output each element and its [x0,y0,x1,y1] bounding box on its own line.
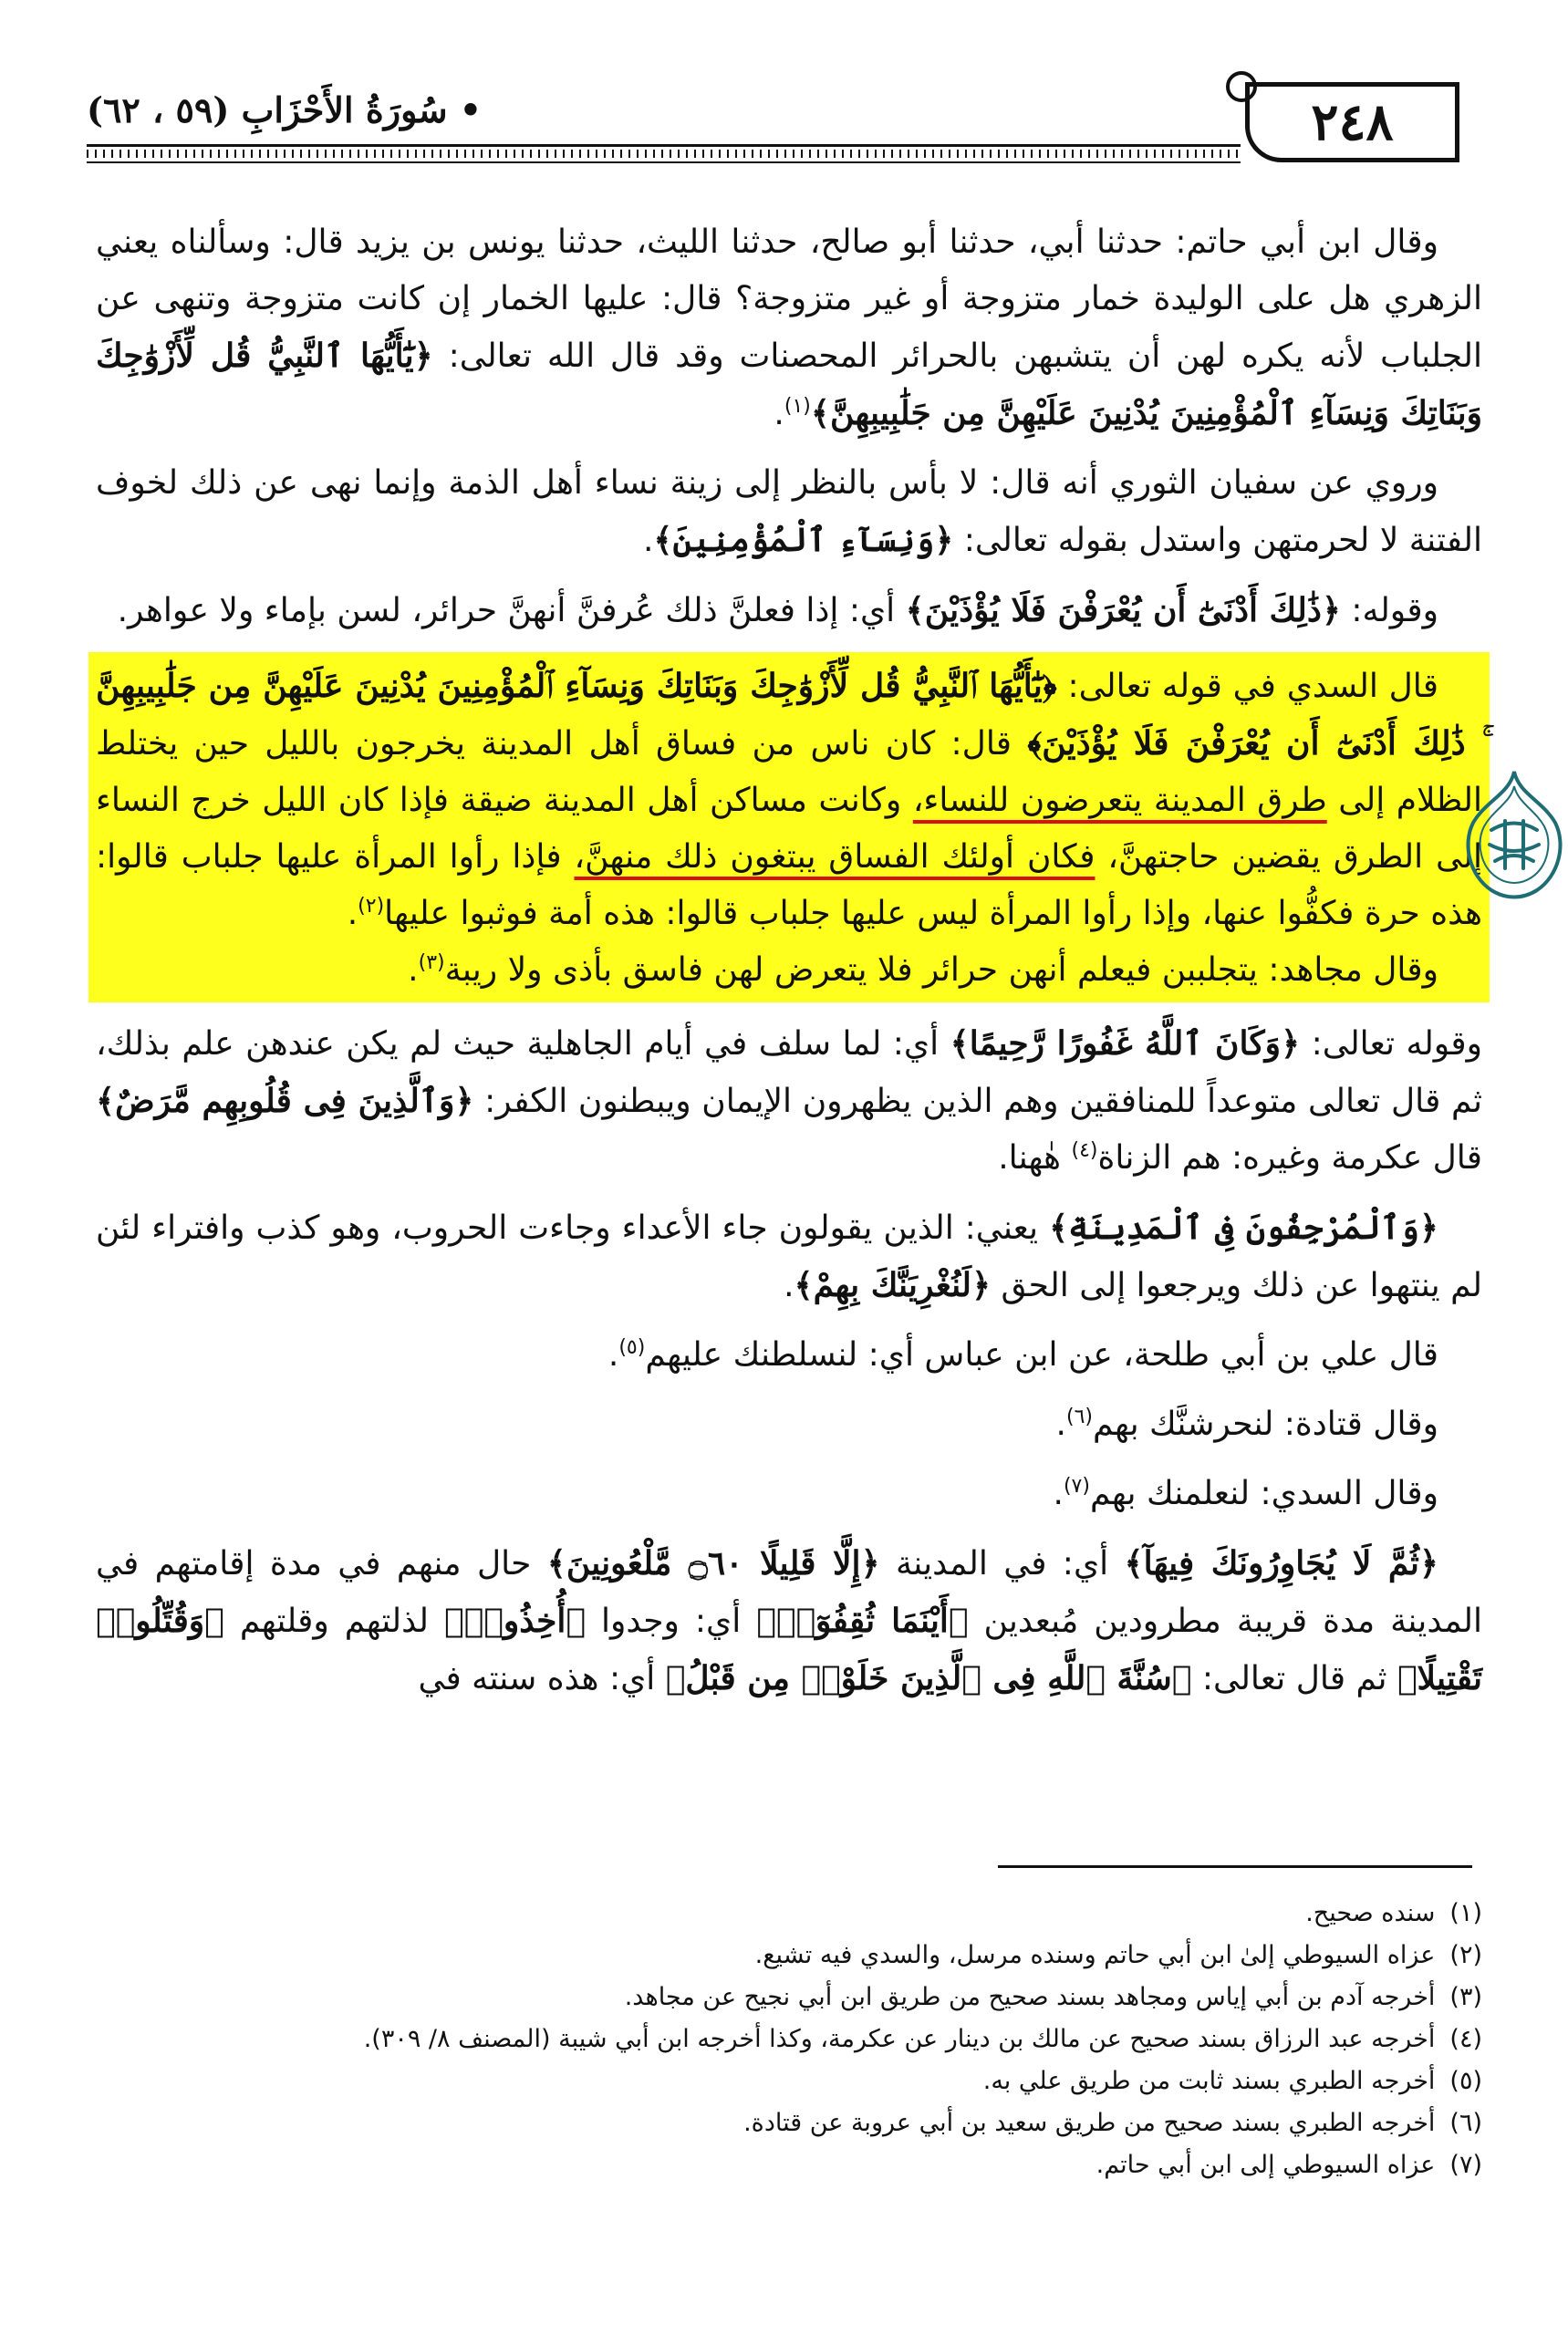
page-header [87,64,1459,173]
quran-verse: ﴿يَٰٓأَيُّهَا ٱلنَّبِيُّ قُل لِّأَزْوَٰجِكَ وَبَنَاتِكَ وَنِسَآءِ ٱلْمُؤْمِنِينَ يُدْنِينَ عَلَيْهِنَّ مِن جَلَٰبِيبِهِنَّ﴾ [96,337,1482,432]
footnote-number: (١) [1449,1899,1482,1927]
footnotes [96,1893,1482,2186]
quran-verse: ﴿أُخِذُوا۟﴾ [444,1602,586,1640]
paragraph: قال السدي في قوله تعالى: ﴿يَٰٓأَيُّهَا ٱلنَّبِيُّ قُل لِّأَزْوَٰجِكَ وَبَنَاتِكَ وَنِسَآءِ ٱلْمُؤْمِنِينَ يُدْنِينَ عَلَيْهِنَّ مِن جَلَٰبِيبِهِنَّ ۚ ذَٰلِكَ أَدْنَىٰٓ أَن يُعْرَفْنَ فَلَا يُؤْذَيْنَ﴾ قال: كان ناس من فساق أهل المدينة يخرجون بالليل حين يختلط الظلام إلى طرق المدينة يتعرضون للنساء، وكانت مساكن أهل المدينة ضيقة فإذا كان الليل خرج النساء إلى الطرق يقضين حاجتهنَّ، فكان أولئك الفساق يبتغون ذلك منهنَّ، فإذا رأوا المرأة عليها جلباب قالوا: هذه حرة فكفُّوا عنها، وإذا رأوا المرأة ليس عليها جلباب قالوا: هذه أمة فوثبوا عليها$^{(٢)}$. [96,667,1482,932]
red-underline: فكان أولئك الفساق يبتغون ذلك منهنَّ، [574,838,1096,876]
footnote-item [96,2102,1482,2144]
paragraph: ﴿وَٱلْمُرْجِفُونَ فِى ٱلْمَدِينَةِ﴾ يعني: الذين يقولون جاء الأعداء وجاءت الحروب، وهو كذب وافتراء لئن لم ينتهوا عن ذلك ويرجعوا إلى الحق ﴿لَنُغْرِيَنَّكَ بِهِمْ﴾. [96,1209,1482,1304]
footnote-text: سنده صحيح. [1305,1899,1436,1927]
footnote-ref: (٢) [358,895,385,918]
paragraph: وقال مجاهد: يتجلببن فيعلم أنهن حرائر فلا يتعرض لهن فاسق بأذى ولا ريبة$^{(٣)}$. [408,951,1438,989]
quran-verse: ﴿وَٱلَّذِينَ فِى قُلُوبِهِم مَّرَضٌ﴾ [96,1082,474,1120]
footnote-text: أخرجه عبد الرزاق بسند صحيح عن مالك بن دينار عن عكرمة، وكذا أخرجه ابن أبي شيبة (المصنف ٨/ ٣٠٩). [363,2025,1436,2053]
footnote-text: عزاه السيوطي إلىٰ ابن أبي حاتم وسنده مرسل، والسدي فيه تشيع. [754,1941,1436,1969]
running-head: • سُورَةُ الأَحْزَابِ (٥٩ ، ٦٢) [87,89,483,130]
paragraph: وقال ابن أبي حاتم: حدثنا أبي، حدثنا أبو صالح، حدثنا الليث، حدثنا يونس بن يزيد قال: وسألناه يعني الزهري هل على الوليدة خمار متزوجة أو غير متزوجة؟ قال: عليها الخمار إن كانت متزوجة وتنهى عن الجلباب لأنه يكره لهن أن يتشبهن بالحرائر المحصنات وقد قال الله تعالى: ﴿يَٰٓأَيُّهَا ٱلنَّبِيُّ قُل لِّأَزْوَٰجِكَ وَبَنَاتِكَ وَنِسَآءِ ٱلْمُؤْمِنِينَ يُدْنِينَ عَلَيْهِنَّ مِن جَلَٰبِيبِهِنَّ﴾$^{(١)}$. [96,223,1482,432]
footnote-ref: (٧) [1063,1475,1090,1498]
footnote-number: (٤) [1449,2025,1482,2053]
quran-verse: ﴿وَٱلْمُرْجِفُونَ فِى ٱلْمَدِينَةِ﴾ [1049,1209,1438,1247]
paragraph: وروي عن سفيان الثوري أنه قال: لا بأس بالنظر إلى زينة نساء أهل الذمة وإنما نهى عن ذلك لخوف الفتنة لا لحرمتهن واستدل بقوله تعالى: ﴿وَنِسَآءِ ٱلْمُؤْمِنِينَ﴾. [96,464,1482,559]
footnote-item [96,2060,1482,2102]
quran-verse: ﴿سُنَّةَ ٱللَّهِ فِى ٱلَّذِينَ خَلَوْا۟ مِن قَبْلُ﴾ [665,1659,1192,1697]
footnote-separator [998,1865,1472,1868]
paragraph: وقال السدي: لنعلمنك بهم$^{(٧)}$. [1053,1475,1438,1512]
footnote-item [96,2144,1482,2186]
footnote-number: (٢) [1449,1941,1482,1969]
footnote-ref: (١) [784,395,811,418]
footnote-ref: (٣) [418,951,445,974]
quran-verse: ﴿لَنُغْرِيَنَّكَ بِهِمْ﴾ [794,1266,992,1304]
footnote-ref: (٦) [1066,1406,1094,1428]
main-text [96,214,1482,1720]
footnote-number: (٥) [1449,2067,1482,2095]
footnote-text: أخرجه الطبري بسند صحيح من طريق سعيد بن أبي عروبة عن قتادة. [743,2109,1436,2137]
footnote-text: أخرجه آدم بن أبي إياس ومجاهد بسند صحيح من طريق ابن أبي نجيح عن مجاهد. [624,1983,1436,2011]
footnote-ref: (٤) [1071,1139,1098,1162]
highlighted-passage [88,652,1490,1002]
header-rule [87,144,1241,163]
paragraph: ﴿ثُمَّ لَا يُجَاوِرُونَكَ فِيهَآ﴾ أي: في المدينة ﴿إِلَّا قَلِيلًا ۝٦٠ مَّلْعُونِينَ﴾ حال منهم في مدة إقامتهم في المدينة مدة قريبة مطرودين مُبعدين ﴿أَيْنَمَا ثُقِفُوٓا۟﴾ أي: وجدوا ﴿أُخِذُوا۟﴾ لذلتهم وقلتهم ﴿وَقُتِّلُوا۟ تَقْتِيلًا﴾ ثم قال تعالى: ﴿سُنَّةَ ٱللَّهِ فِى ٱلَّذِينَ خَلَوْا۟ مِن قَبْلُ﴾ أي: هذه سنته في [96,1544,1482,1697]
footnote-ref: (٥) [618,1336,646,1359]
paragraph: وقوله: ﴿ذَٰلِكَ أَدْنَىٰٓ أَن يُعْرَفْنَ فَلَا يُؤْذَيْنَ﴾ أي: إذا فعلنَّ ذلك عُرفنَّ أنهنَّ حرائر، لسن بإماء ولا عواهر. [117,591,1438,629]
footnote-number: (٧) [1449,2151,1482,2179]
paragraph: وقوله تعالى: ﴿وَكَانَ ٱللَّهُ غَفُورًا رَّحِيمًا﴾ أي: لما سلف في أيام الجاهلية حيث لم يكن عندهن علم بذلك، ثم قال تعالى متوعداً للمنافقين وهم الذين يظهرون الإيمان ويبطنون الكفر: ﴿وَٱلَّذِينَ فِى قُلُوبِهِم مَّرَضٌ﴾ قال عكرمة وغيره: هم الزناة$^{(٤)}$ هٰهنا. [96,1024,1482,1177]
quran-verse: ﴿وَكَانَ ٱللَّهُ غَفُورًا رَّحِيمًا﴾ [950,1024,1301,1063]
page-number: ٢٤٨ [1311,92,1394,152]
quran-verse: ﴿وَقُتِّلُوا۟ تَقْتِيلًا﴾ [96,1602,1482,1697]
quran-verse: ﴿يَٰٓأَيُّهَا ٱلنَّبِيُّ قُل لِّأَزْوَٰجِكَ وَبَنَاتِكَ وَنِسَآءِ ٱلْمُؤْمِنِينَ يُدْنِينَ عَلَيْهِنَّ مِن جَلَٰبِيبِهِنَّ ۚ ذَٰلِكَ أَدْنَىٰٓ أَن يُعْرَفْنَ فَلَا يُؤْذَيْنَ﴾ [96,667,1482,763]
watermark-seal-icon [1464,766,1564,903]
paragraph: وقال قتادة: لنحرشنَّك بهم$^{(٦)}$. [1055,1406,1438,1443]
quran-verse: ﴿أَيْنَمَا ثُقِفُوٓا۟﴾ [756,1602,969,1640]
footnote-text: أخرجه الطبري بسند ثابت من طريق علي به. [982,2067,1436,2095]
quran-verse: ﴿ذَٰلِكَ أَدْنَىٰٓ أَن يُعْرَفْنَ فَلَا يُؤْذَيْنَ﴾ [905,591,1341,629]
footnote-text: عزاه السيوطي إلى ابن أبي حاتم. [1096,2151,1436,2179]
quran-verse: ﴿إِلَّا قَلِيلًا ۝٦٠ مَّلْعُونِينَ﴾ [546,1544,880,1583]
quran-verse: ﴿ثُمَّ لَا يُجَاوِرُونَكَ فِيهَآ﴾ [1124,1544,1438,1583]
paragraph: قال علي بن أبي طلحة، عن ابن عباس أي: لنسلطنك عليهم$^{(٥)}$. [607,1336,1438,1374]
footnote-item [96,1935,1482,1977]
footnote-number: (٣) [1449,1983,1482,2011]
footnote-item [96,2018,1482,2060]
quran-verse: ﴿وَنِسَآءِ ٱلْمُؤْمِنِينَ﴾ [653,521,954,559]
footnote-item [96,1977,1482,2018]
red-underline: طرق المدينة يتعرضون للنساء، [912,782,1327,819]
footnote-number: (٦) [1449,2109,1482,2137]
footnote-item [96,1893,1482,1935]
page-number-frame [1245,82,1459,162]
